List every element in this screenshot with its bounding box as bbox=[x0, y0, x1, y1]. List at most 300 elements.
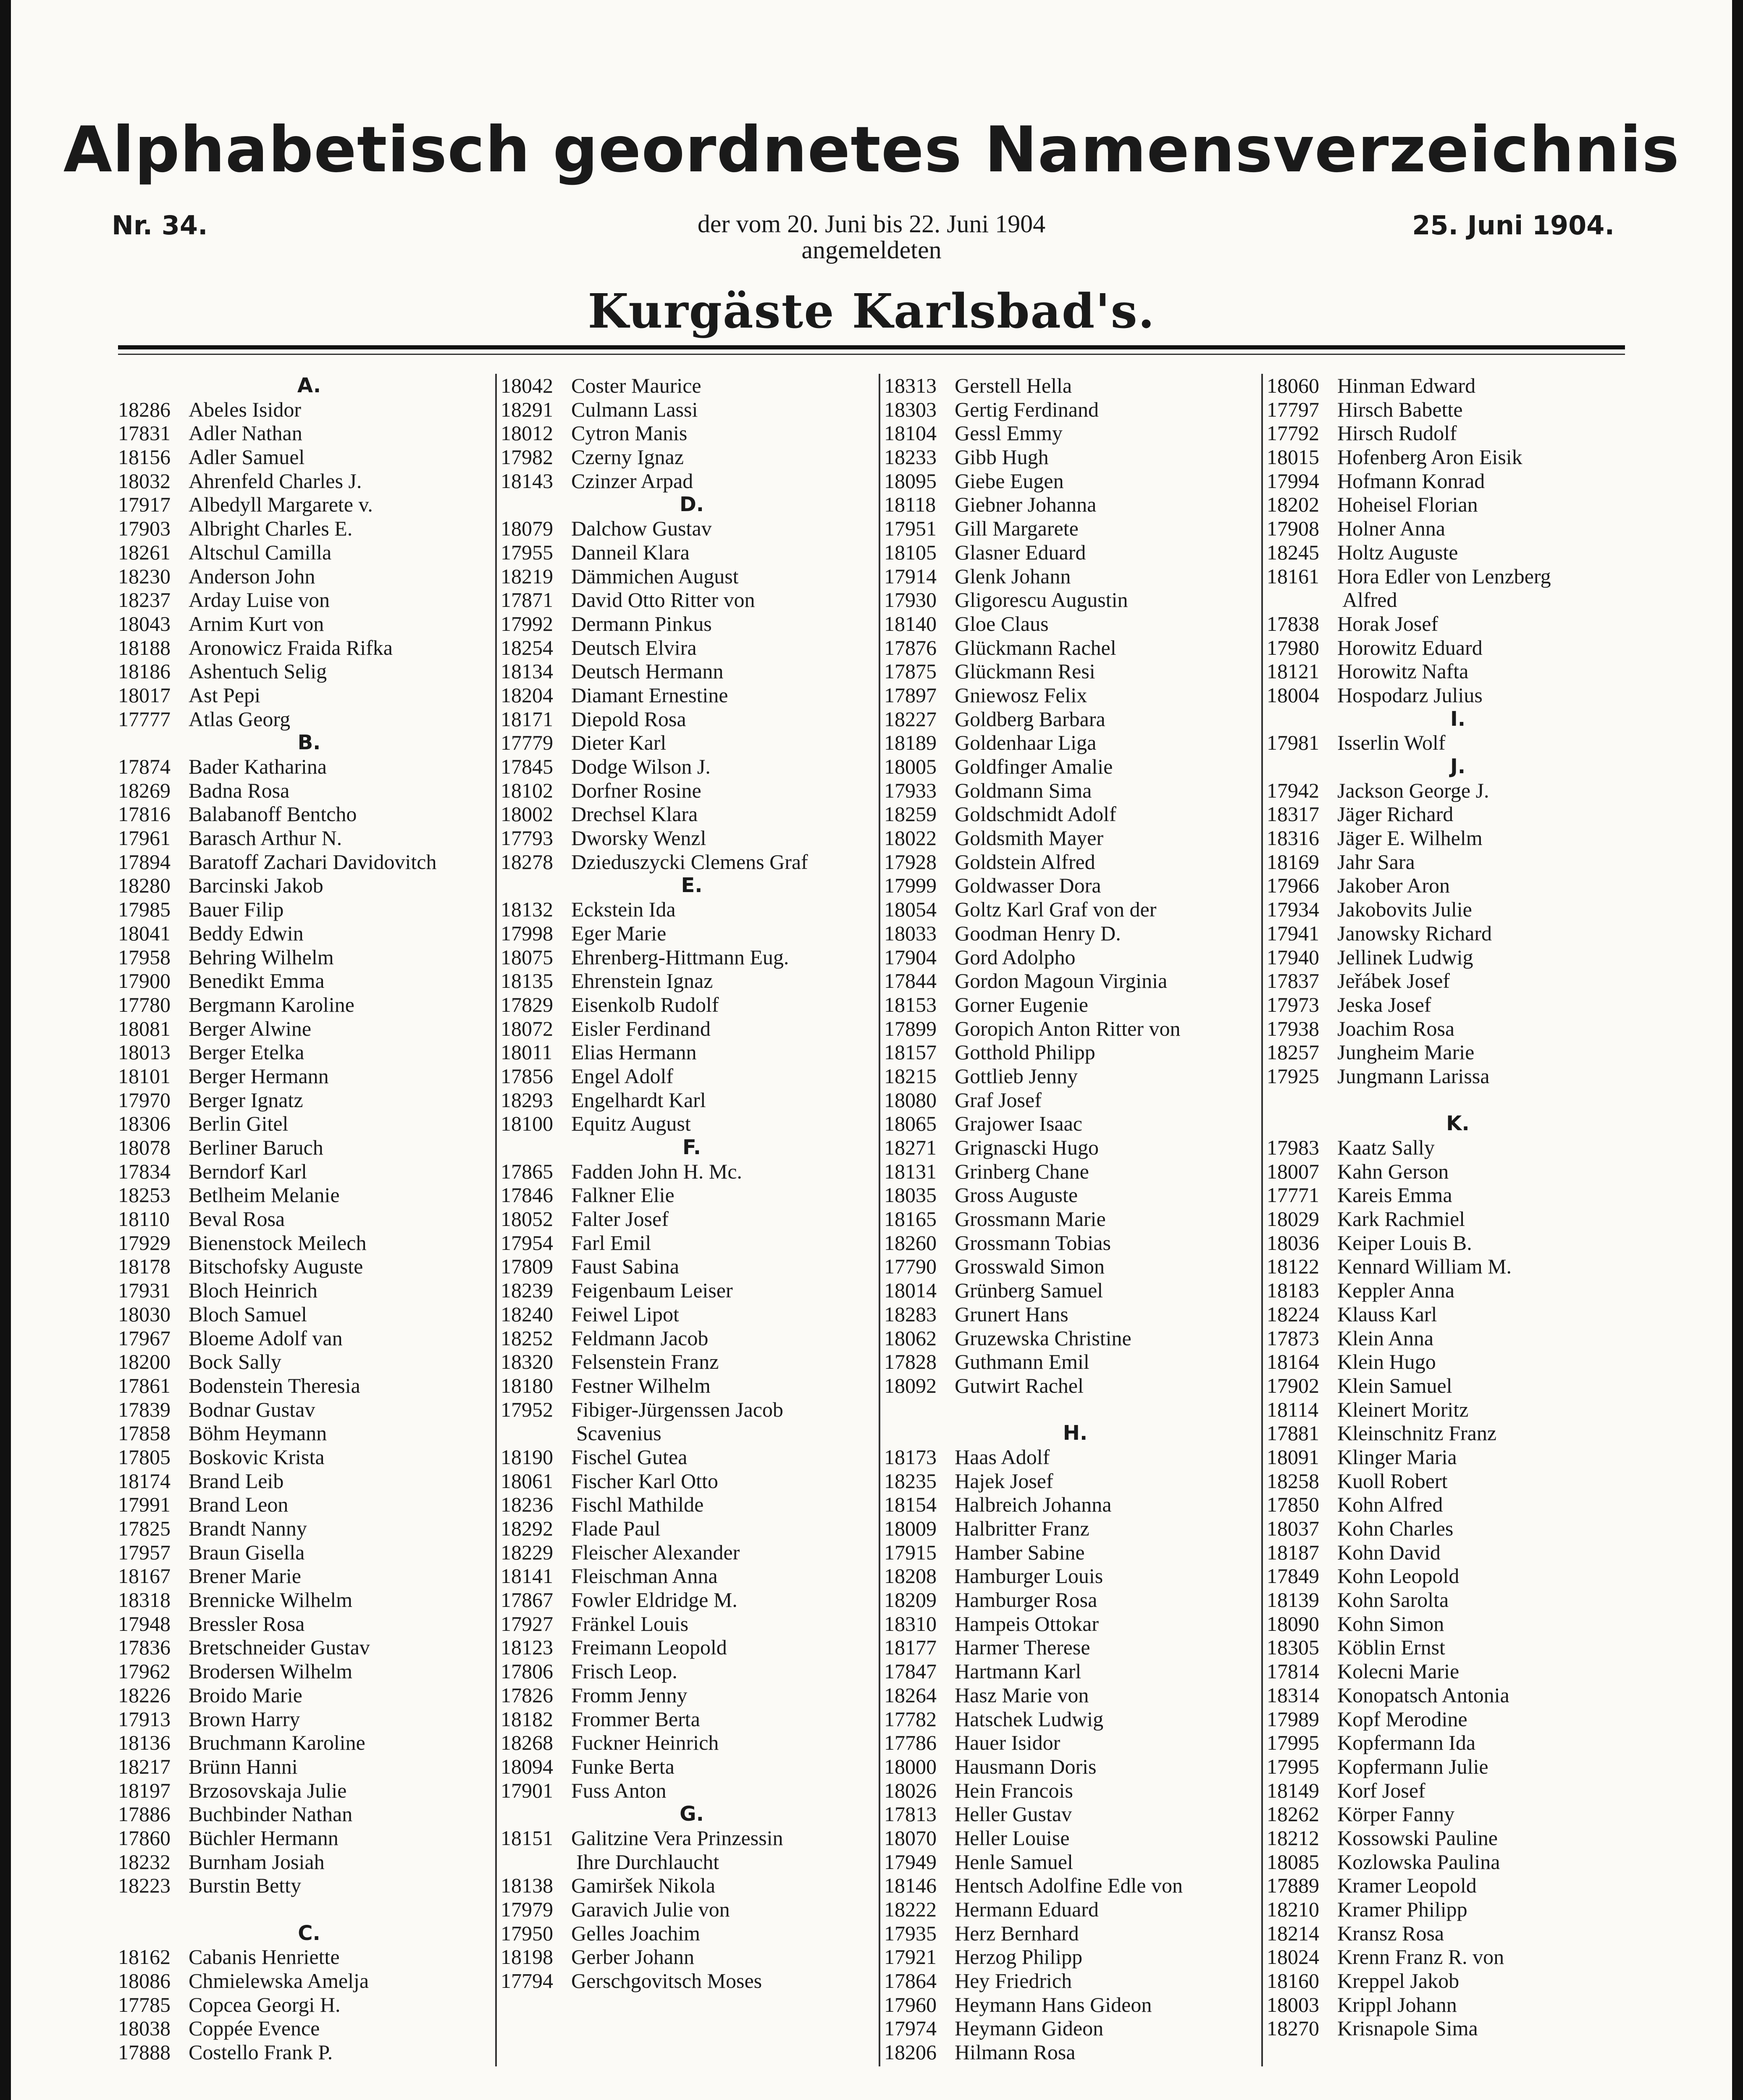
entry-name: Grajower Isaac bbox=[955, 1112, 1082, 1136]
list-item bbox=[501, 1731, 883, 1755]
entry-number: 18079 bbox=[501, 517, 553, 541]
entry-number: 18286 bbox=[118, 397, 171, 421]
entry-number: 17974 bbox=[884, 2016, 937, 2040]
list-item bbox=[1267, 1326, 1649, 1350]
list-item bbox=[501, 1350, 883, 1374]
list-item bbox=[118, 1064, 500, 1088]
entry-number: 18160 bbox=[1267, 1969, 1319, 1993]
entry-number: 18292 bbox=[501, 1517, 553, 1540]
entry-name: Kreppel Jakob bbox=[1337, 1969, 1460, 1993]
list-item bbox=[501, 1541, 883, 1564]
list-item bbox=[501, 1969, 883, 1993]
entry-name: Goldfinger Amalie bbox=[955, 755, 1113, 778]
column-divider-3 bbox=[1261, 374, 1263, 2066]
entry-number: 18121 bbox=[1267, 659, 1319, 683]
entry-number: 18157 bbox=[884, 1040, 937, 1064]
list-item bbox=[501, 1445, 883, 1469]
list-item bbox=[1267, 874, 1649, 898]
entry-name: Hasz Marie von bbox=[955, 1683, 1089, 1707]
entry-name: Beddy Edwin bbox=[189, 921, 304, 945]
entry-number: 18310 bbox=[884, 1612, 937, 1635]
list-item bbox=[884, 945, 1266, 969]
entry-name: Joachim Rosa bbox=[1337, 1016, 1455, 1040]
entry-number: 17837 bbox=[1267, 969, 1319, 993]
entry-name: Bitschofsky Auguste bbox=[189, 1255, 363, 1278]
entry-name: Jeřábek Josef bbox=[1337, 969, 1450, 993]
list-item bbox=[118, 398, 500, 422]
entry-number: 18222 bbox=[884, 1898, 937, 1921]
entry-name: Elias Hermann bbox=[571, 1040, 697, 1064]
list-item bbox=[501, 1255, 883, 1278]
entry-number: 17846 bbox=[501, 1183, 553, 1207]
entry-number: 17867 bbox=[501, 1588, 553, 1612]
list-item bbox=[118, 1398, 500, 1422]
entry-number: 18123 bbox=[501, 1635, 553, 1659]
entry-name: Burstin Betty bbox=[189, 1874, 302, 1898]
list-item bbox=[501, 826, 883, 850]
entry-name: Glenk Johann bbox=[955, 564, 1071, 588]
entry-name: Barcinski Jakob bbox=[189, 874, 323, 898]
entry-number: 18202 bbox=[1267, 493, 1319, 517]
list-item bbox=[501, 1826, 883, 1850]
entry-name: Gerber Johann bbox=[571, 1945, 694, 1969]
entry-number: 18012 bbox=[501, 421, 553, 445]
list-item bbox=[884, 1064, 1266, 1088]
list-item bbox=[501, 683, 883, 707]
page-title: Alphabetisch geordnetes Namensverzeichnis bbox=[63, 113, 1680, 186]
list-item bbox=[1267, 1278, 1649, 1302]
section-letter: G. bbox=[680, 1802, 704, 1826]
list-item bbox=[118, 1588, 500, 1612]
entry-number: 18165 bbox=[884, 1207, 937, 1231]
entry-name: Brand Leon bbox=[189, 1493, 289, 1517]
entry-number: 18070 bbox=[884, 1826, 937, 1850]
entry-number: 18162 bbox=[118, 1945, 171, 1969]
entry-name: Kleinert Moritz bbox=[1337, 1397, 1469, 1421]
list-item bbox=[118, 1541, 500, 1564]
entry-number: 17874 bbox=[118, 755, 171, 778]
entry-name: Berliner Baruch bbox=[189, 1136, 323, 1159]
entry-number: 17793 bbox=[501, 826, 553, 850]
entry-number: 18132 bbox=[501, 898, 553, 921]
entry-name: Goldenhaar Liga bbox=[955, 731, 1097, 755]
list-item bbox=[501, 969, 883, 993]
entry-number: 17809 bbox=[501, 1255, 553, 1278]
list-item bbox=[1267, 779, 1649, 803]
entry-number: 18174 bbox=[118, 1469, 171, 1493]
entry-name: Boskovic Krista bbox=[189, 1445, 325, 1469]
column-divider-2 bbox=[879, 374, 880, 2066]
entry-number: 18030 bbox=[118, 1302, 171, 1326]
entry-name: Bock Sally bbox=[189, 1350, 281, 1374]
entry-name: Heymann Gideon bbox=[955, 2016, 1104, 2040]
list-item bbox=[118, 1826, 500, 1850]
entry-number: 17829 bbox=[501, 992, 553, 1016]
entry-name: Korf Josef bbox=[1337, 1778, 1425, 1802]
entry-name: Feldmann Jacob bbox=[571, 1326, 709, 1350]
list-item bbox=[884, 1683, 1266, 1707]
entry-name: Hauer Isidor bbox=[955, 1731, 1060, 1755]
list-item bbox=[1267, 1635, 1649, 1659]
list-item bbox=[501, 779, 883, 803]
list-item bbox=[501, 1898, 883, 1922]
list-item bbox=[118, 1445, 500, 1469]
entry-number: 18092 bbox=[884, 1373, 937, 1397]
entry-number: 17860 bbox=[118, 1826, 171, 1850]
entry-number: 17899 bbox=[884, 1016, 937, 1040]
list-item bbox=[884, 1183, 1266, 1207]
entry-name: Drechsel Klara bbox=[571, 802, 698, 826]
entry-number: 18036 bbox=[1267, 1231, 1319, 1255]
entry-name: Dalchow Gustav bbox=[571, 517, 712, 541]
entry-number: 17995 bbox=[1267, 1731, 1319, 1755]
list-item bbox=[501, 1112, 883, 1136]
entry-name: Fleischman Anna bbox=[571, 1564, 718, 1588]
entry-number: 18183 bbox=[1267, 1278, 1319, 1302]
entry-name: Jakobovits Julie bbox=[1337, 898, 1472, 921]
entry-number: 17954 bbox=[501, 1231, 553, 1255]
entry-number: 17792 bbox=[1267, 421, 1319, 445]
entry-name: Horowitz Nafta bbox=[1337, 659, 1469, 683]
list-item bbox=[118, 1302, 500, 1326]
list-item bbox=[501, 1326, 883, 1350]
list-item bbox=[118, 1517, 500, 1541]
entry-number: 17989 bbox=[1267, 1707, 1319, 1731]
entry-number: 18011 bbox=[501, 1040, 553, 1064]
entry-name: Falter Josef bbox=[571, 1207, 669, 1231]
entry-number: 18102 bbox=[501, 778, 553, 802]
list-item bbox=[501, 1183, 883, 1207]
entry-number: 18095 bbox=[884, 469, 937, 493]
list-item bbox=[501, 1207, 883, 1231]
entry-number: 18143 bbox=[501, 469, 553, 493]
list-item bbox=[884, 1588, 1266, 1612]
entry-name: Kozlowska Paulina bbox=[1337, 1850, 1500, 1874]
entry-name: Kohn David bbox=[1337, 1540, 1441, 1564]
entry-name: Eckstein Ida bbox=[571, 898, 676, 921]
entry-name: Jäger E. Wilhelm bbox=[1337, 826, 1483, 850]
list-item bbox=[501, 1588, 883, 1612]
entry-name: Heller Louise bbox=[955, 1826, 1070, 1850]
entry-number: 18189 bbox=[884, 731, 937, 755]
entry-name: Fowler Eldridge M. bbox=[571, 1588, 738, 1612]
entry-number: 17948 bbox=[118, 1612, 171, 1635]
entry-name: Bergmann Karoline bbox=[189, 992, 354, 1016]
entry-number: 18187 bbox=[1267, 1540, 1319, 1564]
list-item bbox=[884, 1993, 1266, 2017]
entry-name: Engel Adolf bbox=[571, 1064, 674, 1088]
entry-name: Dzieduszycki Clemens Graf bbox=[571, 850, 808, 874]
entry-number: 18060 bbox=[1267, 374, 1319, 397]
list-item bbox=[1267, 1731, 1649, 1755]
list-item bbox=[118, 1731, 500, 1755]
entry-name: Goldstein Alfred bbox=[955, 850, 1095, 874]
entry-name: Gross Auguste bbox=[955, 1183, 1078, 1207]
list-item bbox=[501, 1374, 883, 1398]
issue-number: Nr. 34. bbox=[112, 210, 208, 241]
entry-name: Fleischer Alexander bbox=[571, 1540, 740, 1564]
entry-number: 18002 bbox=[501, 802, 553, 826]
list-item bbox=[1267, 1469, 1649, 1493]
entry-name: Goltz Karl Graf von der bbox=[955, 898, 1157, 921]
list-item bbox=[1267, 1779, 1649, 1803]
entry-name: Bodnar Gustav bbox=[189, 1397, 315, 1421]
entry-number: 17904 bbox=[884, 945, 937, 969]
entry-name: Körper Fanny bbox=[1337, 1802, 1455, 1826]
entry-name: Frisch Leop. bbox=[571, 1659, 677, 1683]
list-item bbox=[884, 1302, 1266, 1326]
entry-number: 17915 bbox=[884, 1540, 937, 1564]
list-item bbox=[884, 1541, 1266, 1564]
entry-name: Kohn Simon bbox=[1337, 1612, 1444, 1635]
entry-name: Gelles Joachim bbox=[571, 1921, 700, 1945]
list-item bbox=[1267, 683, 1649, 707]
list-item bbox=[884, 1493, 1266, 1517]
entry-number: 18253 bbox=[118, 1183, 171, 1207]
entry-number: 17847 bbox=[884, 1659, 937, 1683]
entry-number: 17902 bbox=[1267, 1373, 1319, 1397]
entry-number: 18178 bbox=[118, 1255, 171, 1278]
list-item bbox=[118, 1564, 500, 1588]
list-item bbox=[884, 1564, 1266, 1588]
entry-name: Kahn Gerson bbox=[1337, 1159, 1449, 1183]
entry-number: 17992 bbox=[501, 612, 553, 635]
list-item bbox=[118, 1278, 500, 1302]
entry-number: 17856 bbox=[501, 1064, 553, 1088]
list-item bbox=[884, 1707, 1266, 1731]
entry-name: Copcea Georgi H. bbox=[189, 1992, 341, 2016]
spacer bbox=[118, 1898, 500, 1922]
scan-edge-right bbox=[1732, 0, 1743, 2100]
entry-number: 17881 bbox=[1267, 1421, 1319, 1445]
entry-name: Kaatz Sally bbox=[1337, 1136, 1435, 1159]
entry-name: Jäger Richard bbox=[1337, 802, 1454, 826]
entry-name: Equitz August bbox=[571, 1112, 691, 1136]
entry-number: 18188 bbox=[118, 635, 171, 659]
list-item bbox=[118, 1635, 500, 1659]
entry-number: 18293 bbox=[501, 1088, 553, 1112]
list-item bbox=[1267, 564, 1649, 588]
entry-name: Kuoll Robert bbox=[1337, 1469, 1448, 1493]
entry-name: Kramer Leopold bbox=[1337, 1874, 1477, 1898]
entry-name: Festner Wilhelm bbox=[571, 1373, 711, 1397]
entry-name: Czerny Ignaz bbox=[571, 445, 684, 469]
entry-name: Feiwel Lipot bbox=[571, 1302, 679, 1326]
list-item bbox=[884, 1040, 1266, 1064]
entry-name: Falkner Elie bbox=[571, 1183, 675, 1207]
entry-number: 17928 bbox=[884, 850, 937, 874]
entry-number: 18054 bbox=[884, 898, 937, 921]
entry-name: Goldberg Barbara bbox=[955, 707, 1105, 731]
entry-name: Gill Margarete bbox=[955, 517, 1079, 541]
list-item bbox=[118, 969, 500, 993]
entry-name: Braun Gisella bbox=[189, 1540, 305, 1564]
entry-name: Benedikt Emma bbox=[189, 969, 325, 993]
entry-name: Klein Anna bbox=[1337, 1326, 1434, 1350]
list-item bbox=[118, 469, 500, 493]
entry-name: Farl Emil bbox=[571, 1231, 651, 1255]
section-letter: E. bbox=[681, 874, 703, 898]
entry-name: Hatschek Ludwig bbox=[955, 1707, 1104, 1731]
list-item bbox=[1267, 1874, 1649, 1898]
entry-name: Arnim Kurt von bbox=[189, 612, 324, 635]
entry-number: 17816 bbox=[118, 802, 171, 826]
entry-name: Klauss Karl bbox=[1337, 1302, 1437, 1326]
entry-name: Kohn Alfred bbox=[1337, 1493, 1443, 1517]
list-item bbox=[118, 1136, 500, 1160]
entry-number: 18118 bbox=[884, 493, 936, 517]
entry-continuation: Scavenius bbox=[576, 1421, 662, 1445]
entry-number: 18182 bbox=[501, 1707, 553, 1731]
entry-name: Jeska Josef bbox=[1337, 992, 1431, 1016]
entry-name: Brennicke Wilhelm bbox=[189, 1588, 353, 1612]
entry-name: Aronowicz Fraida Rifka bbox=[189, 635, 393, 659]
entry-number: 18229 bbox=[501, 1540, 553, 1564]
list-item bbox=[501, 588, 883, 612]
list-item bbox=[884, 1517, 1266, 1541]
entry-name: Gertig Ferdinand bbox=[955, 397, 1099, 421]
entry-name: Goldmann Sima bbox=[955, 778, 1092, 802]
entry-number: 17838 bbox=[1267, 612, 1319, 635]
list-item bbox=[118, 588, 500, 612]
list-item bbox=[884, 2016, 1266, 2040]
entry-number: 17957 bbox=[118, 1540, 171, 1564]
entry-name: Goldschmidt Adolf bbox=[955, 802, 1116, 826]
entry-name: Coppée Evence bbox=[189, 2016, 320, 2040]
entry-name: Buchbinder Nathan bbox=[189, 1802, 353, 1826]
entry-name: Herzog Philipp bbox=[955, 1945, 1083, 1969]
header-rule-thick bbox=[118, 345, 1625, 349]
list-item bbox=[884, 1207, 1266, 1231]
list-item bbox=[118, 1874, 500, 1898]
list-item bbox=[1267, 1683, 1649, 1707]
spacer bbox=[1267, 1088, 1649, 1112]
list-item bbox=[501, 1564, 883, 1588]
entry-name: Anderson John bbox=[189, 564, 315, 588]
entry-name: Fuckner Heinrich bbox=[571, 1731, 719, 1755]
section-letter: B. bbox=[297, 731, 321, 755]
list-item bbox=[118, 1755, 500, 1779]
entry-number: 18258 bbox=[1267, 1469, 1319, 1493]
entry-number: 17858 bbox=[118, 1421, 171, 1445]
entry-number: 17952 bbox=[501, 1397, 553, 1421]
entry-name: Gord Adolpho bbox=[955, 945, 1076, 969]
list-item bbox=[1267, 1612, 1649, 1636]
entry-name: Grosswald Simon bbox=[955, 1255, 1105, 1278]
list-item bbox=[118, 1969, 500, 1993]
entry-name: Konopatsch Antonia bbox=[1337, 1683, 1509, 1707]
list-item bbox=[501, 898, 883, 921]
entry-name: Hilmann Rosa bbox=[955, 2040, 1076, 2064]
entry-number: 18270 bbox=[1267, 2016, 1319, 2040]
entry-number: 17962 bbox=[118, 1659, 171, 1683]
list-item bbox=[1267, 636, 1649, 660]
entry-number: 18013 bbox=[118, 1040, 171, 1064]
list-item bbox=[1267, 731, 1649, 755]
entry-name: Kolecni Marie bbox=[1337, 1659, 1460, 1683]
entry-number: 17876 bbox=[884, 635, 937, 659]
entry-number: 18052 bbox=[501, 1207, 553, 1231]
entry-number: 17864 bbox=[884, 1969, 937, 1993]
list-item bbox=[501, 1398, 883, 1422]
entry-number: 18153 bbox=[884, 992, 937, 1016]
list-item bbox=[501, 469, 883, 493]
entry-number: 18269 bbox=[118, 778, 171, 802]
entry-name: Kark Rachmiel bbox=[1337, 1207, 1465, 1231]
entry-name: Brand Leib bbox=[189, 1469, 284, 1493]
entry-name: Glückmann Resi bbox=[955, 659, 1095, 683]
entry-name: Culmann Lassi bbox=[571, 397, 698, 421]
entry-name: Altschul Camilla bbox=[189, 540, 332, 564]
list-item bbox=[884, 874, 1266, 898]
entry-number: 18146 bbox=[884, 1874, 937, 1898]
entry-number: 18140 bbox=[884, 612, 937, 635]
entry-name: Guthmann Emil bbox=[955, 1350, 1089, 1374]
entry-name: Grossmann Marie bbox=[955, 1207, 1106, 1231]
list-item bbox=[118, 1421, 500, 1445]
entry-number: 18100 bbox=[501, 1112, 553, 1136]
entry-number: 18075 bbox=[501, 945, 553, 969]
entry-number: 17886 bbox=[118, 1802, 171, 1826]
entry-number: 17828 bbox=[884, 1350, 937, 1374]
entry-number: 17994 bbox=[1267, 469, 1319, 493]
entry-name: Cytron Manis bbox=[571, 421, 688, 445]
list-item bbox=[884, 1469, 1266, 1493]
entry-name: Fischel Gutea bbox=[571, 1445, 688, 1469]
entry-name: Dermann Pinkus bbox=[571, 612, 712, 635]
list-item bbox=[884, 683, 1266, 707]
list-item bbox=[1267, 398, 1649, 422]
entry-name: Balabanoff Bentcho bbox=[189, 802, 357, 826]
list-item bbox=[501, 921, 883, 945]
list-item bbox=[501, 612, 883, 636]
entry-number: 17917 bbox=[118, 493, 171, 517]
entry-name: Krisnapole Sima bbox=[1337, 2016, 1478, 2040]
entry-number: 17998 bbox=[501, 921, 553, 945]
entry-name: Keppler Anna bbox=[1337, 1278, 1455, 1302]
list-item bbox=[501, 850, 883, 874]
list-item bbox=[884, 1874, 1266, 1898]
entry-number: 18209 bbox=[884, 1588, 937, 1612]
entry-name: Heymann Hans Gideon bbox=[955, 1992, 1152, 2016]
entry-name: Fischer Karl Otto bbox=[571, 1469, 718, 1493]
entry-name: Adler Nathan bbox=[189, 421, 302, 445]
list-item bbox=[118, 1945, 500, 1969]
list-item bbox=[884, 1160, 1266, 1184]
entry-number: 18252 bbox=[501, 1326, 553, 1350]
entry-name: Arday Luise von bbox=[189, 588, 330, 612]
entry-number: 17806 bbox=[501, 1659, 553, 1683]
entry-number: 18219 bbox=[501, 564, 553, 588]
section-letter: I. bbox=[1450, 707, 1466, 731]
entry-name: Hamburger Louis bbox=[955, 1564, 1103, 1588]
entry-name: Gniewosz Felix bbox=[955, 683, 1087, 707]
list-item bbox=[1267, 1826, 1649, 1850]
entry-number: 18062 bbox=[884, 1326, 937, 1350]
list-item bbox=[1267, 1945, 1649, 1969]
list-item bbox=[118, 707, 500, 731]
section-letter: F. bbox=[682, 1136, 701, 1159]
entry-number: 18104 bbox=[884, 421, 937, 445]
entry-number: 18260 bbox=[884, 1231, 937, 1255]
entry-number: 18317 bbox=[1267, 802, 1319, 826]
entry-name: Hirsch Rudolf bbox=[1337, 421, 1457, 445]
entry-number: 17779 bbox=[501, 731, 553, 755]
entry-name: Kohn Leopold bbox=[1337, 1564, 1460, 1588]
list-item bbox=[884, 1922, 1266, 1945]
entry-name: Kareis Emma bbox=[1337, 1183, 1452, 1207]
entry-number: 18061 bbox=[501, 1469, 553, 1493]
